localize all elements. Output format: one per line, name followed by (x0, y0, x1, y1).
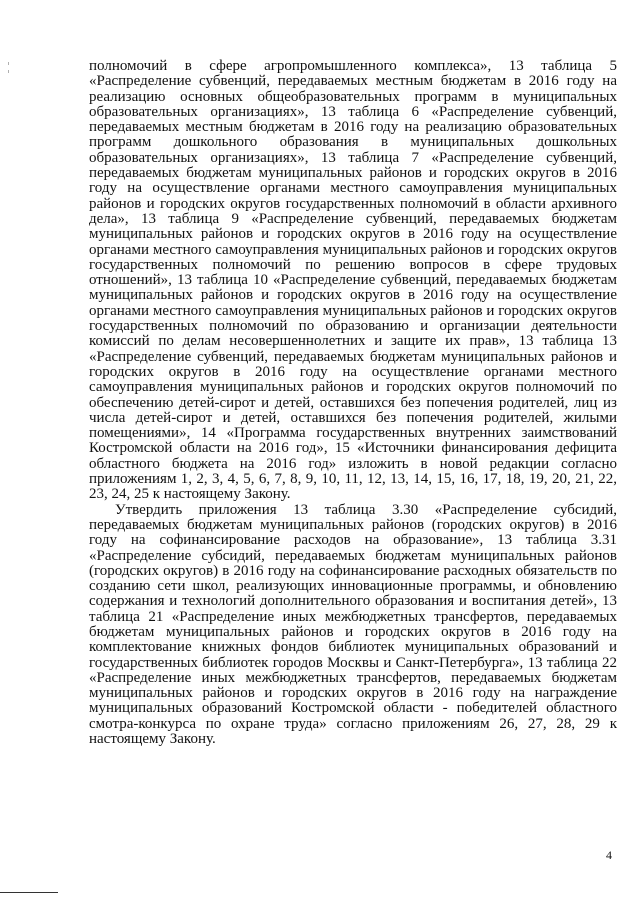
footer-rule (0, 892, 58, 893)
page-number: 4 (606, 848, 612, 862)
paragraph-approve-appendices: Утвердить приложения 13 таблица 3.30 «Распределение субсидий, передаваемых бюджетам муниципальных районов (городских округов) в 2016 году на софинансирование расходов на образование», 13 таблица 3.31 «Распределение субсидий, передаваемых бюджетам муниципальных районов (городских округов) в 2016 году на софинансирование расходных обязательств по созданию сети школ, реализующих инновационные программы, и обновлению содержания и технологий дополнительного образования и воспитания детей», 13 таблица 21 «Распределение иных межбюджетных трансфертов, передаваемых бюджетам муниципальных районов и городских округов в 2016 году на комплектование книжных фондов библиотек муниципальных образований и государственных библиотек городов Москвы и Санкт-Петербурга», 13 таблица 22 «Распределение иных межбюджетных трансфертов, передаваемых бюджетам муниципальных районов и городских округов в 2016 году на награждение муниципальных образований Костромской области - победителей областного смотра-конкурса по охране труда» согласно приложениям 26, 27, 28, 29 к настоящему Закону. (89, 501, 617, 748)
margin-mark (8, 70, 9, 73)
paragraph-continuation: полномочий в сфере агропромышленного комплекса», 13 таблица 5 «Распределение субвенций, передаваемых местным бюджетам в 2016 году на реализацию основных общеобразовательных программ в муниципальных образовательных организациях», 13 таблица 6 «Распределение субвенций, передаваемых местным бюджетам в 2016 году на реализацию образовательных программ дошкольного образования в муниципальных дошкольных образовательных организациях», 13 таблица 7 «Распределение субвенций, передаваемых бюджетам муниципальных районов и городских округов в 2016 году на осуществление органами местного самоуправления муниципальных районов и городских округов государственных полномочий в области архивного дела», 13 таблица 9 «Распределение субвенций, передаваемых бюджетам муниципальных районов и городских округов в 2016 году на осуществление органами местного самоуправления муниципальных районов и городских округов государственных полномочий по решению вопросов в сфере трудовых отношений», 13 таблица 10 «Распределение субвенций, передаваемых бюджетам муниципальных районов и городских округов в 2016 году на осуществление органами местного самоуправления муниципальных районов и городских округов государственных полномочий по образованию и организации деятельности комиссий по делам несовершеннолетних и защите их прав», 13 таблица 13 «Распределение субвенций, передаваемых бюджетам муниципальных районов и городских округов в 2016 году на осуществление органами местного самоуправления муниципальных районов и городских округов полномочий по обеспечению детей-сирот и детей, оставшихся без попечения родителей, лиц из числа детей-сирот и детей, оставшихся без попечения родителей, жилыми помещениями», 14 «Программа государственных внутренних заимствований Костромской области на 2016 год», 15 «Источники финансирования дефицита областного бюджета на 2016 год» изложить в новой редакции согласно приложениям 1, 2, 3, 4, 5, 6, 7, 8, 9, 10, 11, 12, 13, 14, 15, 16, 17, 18, 19, 20, 21, 22, 23, 24, 25 к настоящему Закону. (89, 58, 617, 503)
margin-mark (8, 62, 9, 65)
document-body (89, 59, 617, 747)
